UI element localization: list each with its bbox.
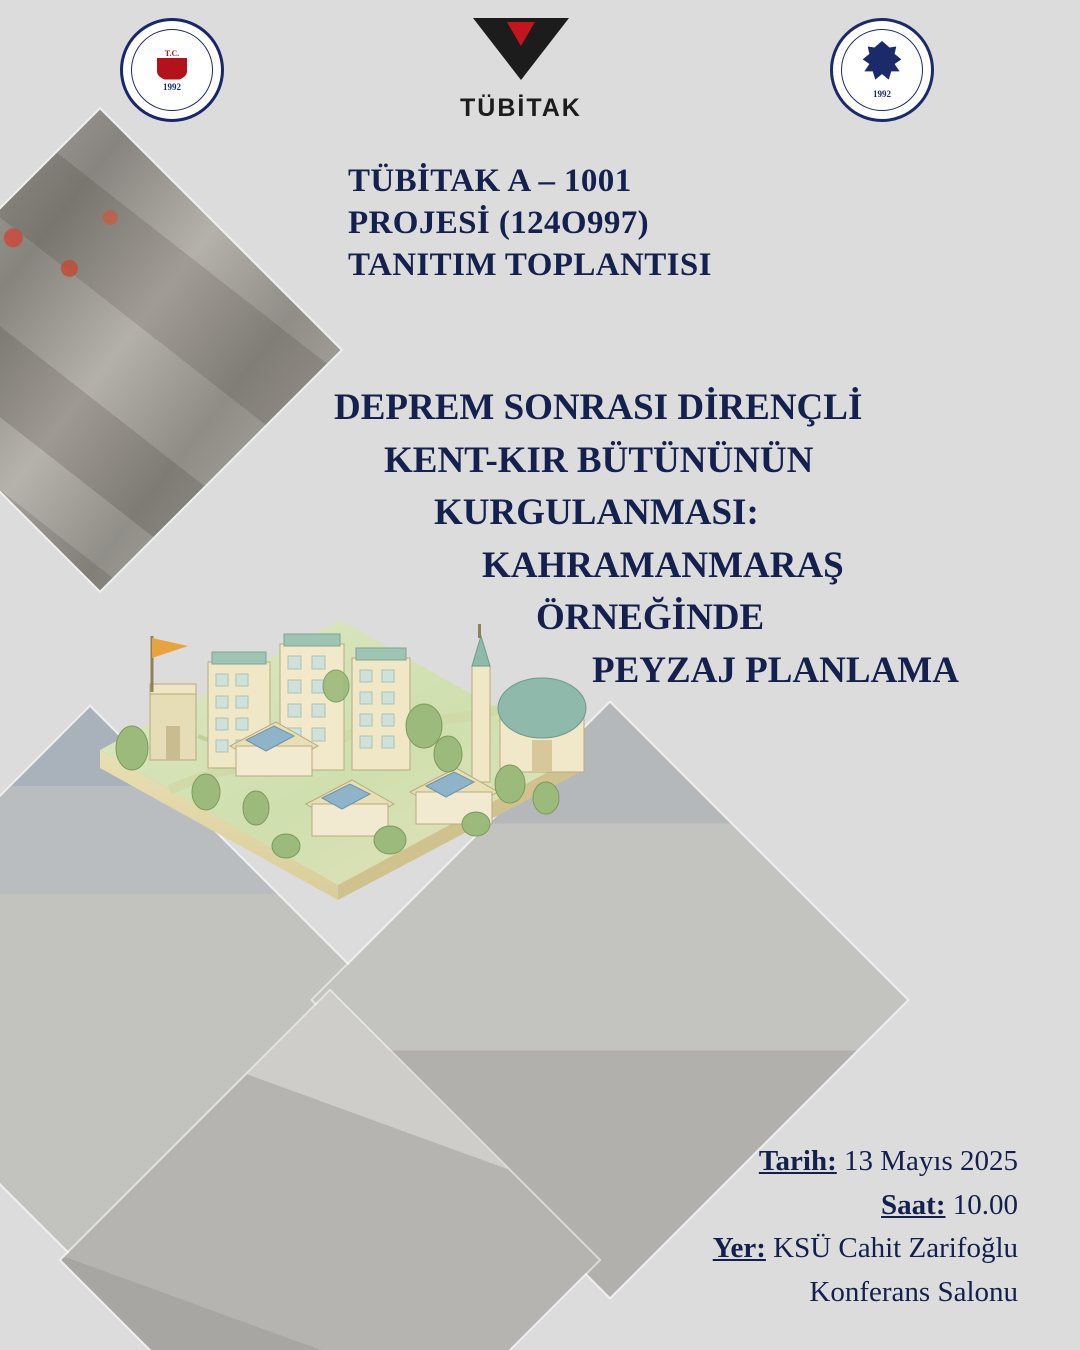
ksu-seal-icon [120, 18, 224, 122]
event-place-value: KSÜ Cahit Zarifoğlu [773, 1232, 1018, 1264]
event-date-value: 13 Mayıs 2025 [844, 1145, 1018, 1177]
orman-fakultesi-logo [830, 18, 934, 122]
ksu-seal-inner [131, 29, 213, 111]
event-place-row-2 [598, 1271, 1018, 1315]
title-line-4: KAHRAMANMARAŞ [482, 544, 844, 586]
event-place-value-2: Konferans Salonu [809, 1275, 1018, 1308]
event-place-row [598, 1227, 1018, 1271]
event-place-label: Yer: [712, 1232, 766, 1264]
orman-seal-year: 1992 [873, 89, 891, 99]
ksu-tc-label: T.C. [164, 48, 180, 58]
heading-line-3: TANITIM TOPLANTISI [348, 247, 712, 284]
title-line-5: ÖRNEĞİNDE [536, 597, 765, 639]
event-time-row [598, 1184, 1018, 1228]
orman-seal-icon [830, 18, 934, 122]
crescent-icon [157, 58, 187, 80]
logo-row [0, 0, 1080, 140]
tubitak-logo [460, 18, 582, 123]
title-line-3: KURGULANMASI: [434, 492, 759, 534]
project-heading [348, 160, 988, 287]
ksu-seal-year: 1992 [163, 81, 181, 92]
castle-tower [150, 684, 196, 760]
heading-line-1: TÜBİTAK A – 1001 [348, 163, 632, 199]
title-line-1: DEPREM SONRASI DİRENÇLİ [334, 387, 863, 428]
page-title [300, 382, 1000, 697]
event-time-label: Saat: [881, 1188, 946, 1221]
event-date-row [598, 1140, 1018, 1184]
event-time-value: 10.00 [952, 1188, 1018, 1221]
photo-rescue-rubble [0, 110, 340, 591]
tubitak-wordmark: TÜBİTAK [460, 94, 582, 122]
tubitak-triangle-icon [473, 18, 569, 90]
heading-line-2: PROJESİ (124O997) [348, 205, 650, 242]
leaf-icon [861, 41, 903, 87]
ksu-logo [120, 18, 224, 122]
event-date-label: Tarih: [758, 1145, 837, 1177]
title-line-6: PEYZAJ PLANLAMA [592, 649, 959, 691]
title-line-2: KENT-KIR BÜTÜNÜNÜN [384, 439, 814, 481]
photo-rescue-rubble-image [0, 110, 340, 591]
event-details [598, 1140, 1018, 1314]
orman-seal-inner [841, 29, 923, 111]
